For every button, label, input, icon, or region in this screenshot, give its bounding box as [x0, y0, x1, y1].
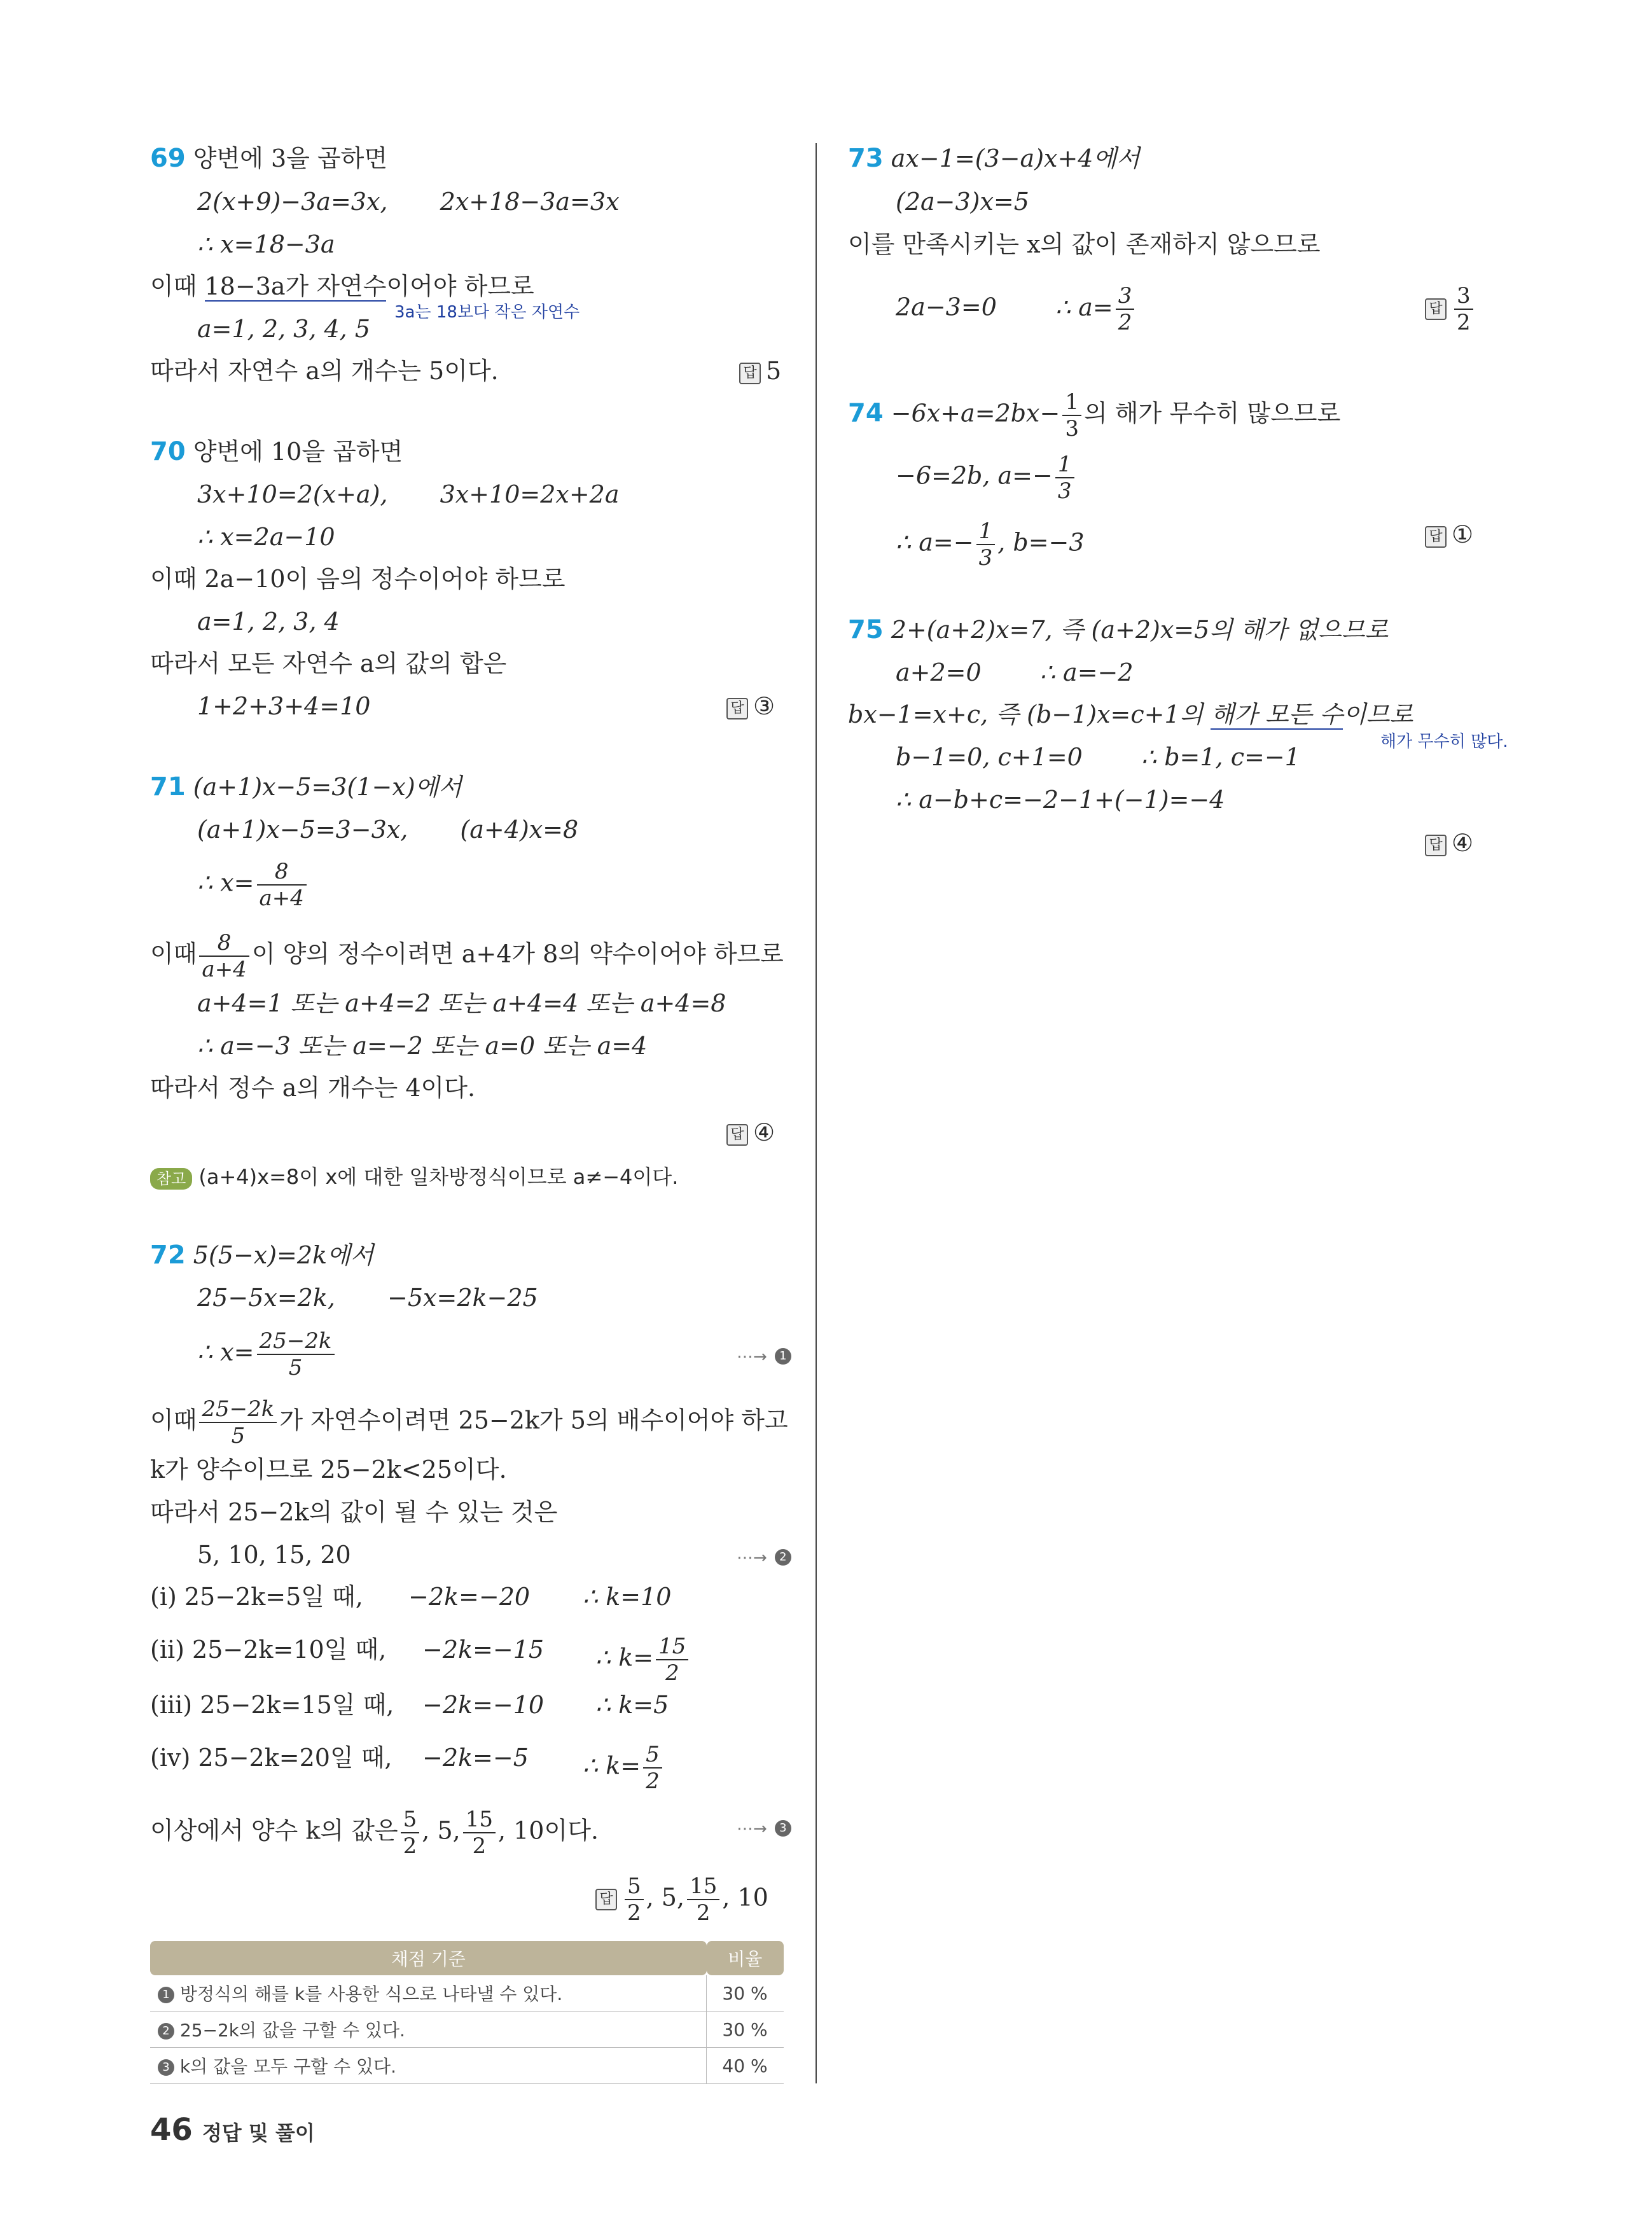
text: , 5, [422, 1816, 461, 1845]
equation [197, 859, 309, 911]
equation-part: (a+4)x=8 [460, 816, 579, 844]
equation-part: ∴ k=5 [595, 1691, 669, 1719]
equation-part: ∴ x= [197, 1338, 254, 1366]
numerator: 5 [625, 1873, 644, 1900]
equation-part: , b=−3 [997, 528, 1085, 557]
text-line: 따라서 정수 a의 개수는 4이다. [150, 1074, 476, 1102]
text: 양변에 3을 곱하면 [193, 144, 388, 172]
denominator: 3 [978, 545, 993, 571]
problem-72-header [150, 1239, 374, 1271]
equation [896, 741, 1300, 773]
problem-number: 69 [150, 144, 186, 173]
denominator: 2 [1118, 310, 1132, 335]
text-line: 따라서 25−2k의 값이 될 수 있는 것은 [150, 1498, 558, 1526]
equation [197, 1328, 337, 1380]
equation: 5, 10, 15, 20 [197, 1541, 351, 1569]
fraction [625, 1873, 644, 1926]
footer-title: 정답 및 풀이 [202, 2121, 315, 2145]
equation-part: −2k=−5 [422, 1744, 529, 1772]
equation-part: −6x+a=2bx− [891, 399, 1060, 427]
fraction [1454, 283, 1473, 335]
equation-part [595, 1634, 691, 1686]
fraction [199, 930, 249, 982]
tip-text: (a+4)x=8이 x에 대한 일차방정식이므로 a≠−4이다. [198, 1165, 679, 1189]
problem-number: 75 [848, 615, 884, 644]
equation [197, 478, 620, 510]
numerator: 3 [1116, 283, 1135, 310]
equation-part: ∴ x= [197, 868, 254, 897]
equation [197, 1282, 538, 1314]
text-line: 이를 만족시키는 x의 값이 존재하지 않으므로 [848, 230, 1321, 258]
denominator: 5 [288, 1355, 303, 1380]
equation [896, 452, 1077, 504]
case-4 [150, 1742, 660, 1794]
denominator: 3 [1057, 478, 1072, 504]
equation [197, 186, 620, 218]
answer-icon: 답 [595, 1889, 617, 1910]
problem-70-header [150, 436, 403, 468]
arrow-icon: ⋯→ [737, 1819, 767, 1838]
numerator: 25−2k [257, 1328, 335, 1355]
numerator: 8 [257, 859, 307, 886]
problem-number: 74 [848, 398, 884, 428]
equation-part: −2k=−20 [408, 1583, 531, 1611]
arrow-icon: ⋯→ [737, 1548, 767, 1567]
grading-row [150, 2048, 784, 2084]
text-line: 따라서 자연수 a의 개수는 5이다. [150, 357, 499, 385]
text: 의 해가 무수히 많으므로 [1083, 399, 1341, 427]
text: 2+(a+2)x=7, 즉 (a+2)x=5의 해가 없으므로 [891, 616, 1389, 644]
criteria-header: 채점 기준 [150, 1941, 707, 1975]
equation-part: 2x+18−3a=3x [440, 188, 620, 216]
case-label: (i) 25−2k=5일 때, [150, 1583, 363, 1611]
underlined-text: 18−3a가 자연수 [204, 272, 387, 300]
arrow-icon: ⋯→ [737, 1347, 767, 1366]
text: 5(5−x)=2k에서 [193, 1241, 374, 1269]
step-badge: 3 [775, 1820, 791, 1837]
numerator: 25−2k [199, 1396, 277, 1423]
equation [197, 814, 578, 845]
fraction [643, 1742, 662, 1794]
page-number: 46 [150, 2112, 193, 2148]
text-line [150, 1396, 788, 1449]
fraction [257, 1328, 335, 1380]
criteria-text: k의 값을 모두 구할 수 있다. [179, 2056, 397, 2077]
fraction [1116, 283, 1135, 335]
problem-74-header [848, 389, 1340, 441]
ratio-cell: 30 % [707, 2012, 784, 2048]
equation-part: 3x+10=2x+2a [440, 480, 620, 508]
denominator: a+4 [202, 957, 247, 982]
text: 이때 [150, 940, 197, 968]
equation-part: 2a−3=0 [896, 293, 997, 321]
problem-number: 70 [150, 437, 186, 466]
numerator: 15 [656, 1634, 688, 1660]
grading-row [150, 1975, 784, 2012]
fraction [401, 1807, 420, 1859]
step-badge: 2 [158, 2023, 174, 2040]
numerator: 1 [1055, 452, 1074, 478]
equation [896, 518, 1085, 571]
equation: ∴ x=2a−10 [197, 523, 335, 551]
equation: ∴ x=18−3a [197, 230, 335, 258]
annotation-note: 해가 무수히 많다. [1380, 732, 1508, 751]
criteria-text: 방정식의 해를 k를 사용한 식으로 나타낼 수 있다. [179, 1984, 563, 2005]
answer-value: , 5, [646, 1883, 685, 1912]
equation-part: b−1=0, c+1=0 [896, 743, 1083, 771]
reference-tip [150, 1161, 678, 1190]
equation-part [583, 1742, 665, 1794]
step-badge: 2 [775, 1549, 791, 1566]
case-3 [150, 1689, 669, 1721]
fraction [687, 1873, 719, 1926]
fraction [463, 1807, 496, 1859]
equation: a=1, 2, 3, 4 [197, 608, 340, 636]
answer-value: ④ [1452, 829, 1474, 857]
answer-value: , 10 [722, 1883, 768, 1912]
criteria-cell [150, 2012, 707, 2048]
text: ax−1=(3−a)x+4에서 [891, 144, 1140, 172]
criteria-cell [150, 1975, 707, 2012]
problem-number: 73 [848, 144, 884, 173]
fraction [976, 518, 996, 571]
denominator: 2 [665, 1660, 679, 1686]
answer-icon: 답 [726, 698, 748, 719]
text-line [150, 930, 784, 982]
equation: a+4=1 또는 a+4=2 또는 a+4=4 또는 a+4=8 [197, 989, 726, 1017]
step-marker-3 [737, 1810, 791, 1845]
equation-part: ∴ k=10 [583, 1583, 672, 1611]
text: 양변에 10을 곱하면 [193, 438, 403, 466]
step-badge: 3 [158, 2059, 174, 2076]
equation-text: ∴ k= [595, 1643, 654, 1672]
equation: ∴ a=−3 또는 a=−2 또는 a=0 또는 a=4 [197, 1032, 648, 1060]
numerator: 8 [199, 930, 249, 957]
text-line: 따라서 모든 자연수 a의 값의 합은 [150, 650, 507, 678]
equation-part: −5x=2k−25 [387, 1284, 538, 1312]
step-marker-1 [737, 1338, 791, 1373]
numerator: 1 [976, 518, 996, 545]
answer-icon: 답 [1425, 835, 1447, 856]
problem-75-header [848, 614, 1388, 646]
text: 이 양의 정수이려면 a+4가 8의 약수이어야 하므로 [251, 940, 784, 968]
text: 이어야 하므로 [386, 272, 534, 300]
text: (a+1)x−5=3(1−x)에서 [193, 773, 462, 801]
answer-value: ④ [753, 1118, 775, 1146]
equation-part: 3x+10=2(x+a), [197, 480, 388, 508]
step-badge: 1 [775, 1348, 791, 1365]
answer-value: ③ [753, 692, 775, 720]
fraction [1062, 389, 1081, 441]
equation: (2a−3)x=5 [896, 188, 1029, 216]
text-line [150, 270, 534, 302]
answer [1425, 827, 1473, 859]
equation-part: −2k=−10 [422, 1691, 545, 1719]
answer-icon: 답 [739, 363, 761, 384]
equation-part: ∴ b=1, c=−1 [1141, 743, 1300, 771]
case-label: (iv) 25−2k=20일 때, [150, 1744, 392, 1772]
numerator: 3 [1454, 283, 1473, 310]
answer-icon: 답 [726, 1124, 748, 1146]
answer-icon: 답 [1425, 526, 1447, 548]
text-line [150, 1807, 599, 1859]
denominator: 3 [1065, 416, 1079, 441]
equation-part: −2k=−15 [422, 1636, 545, 1664]
answer-value: ① [1452, 520, 1474, 548]
text-line [848, 698, 1413, 730]
text-line: 이때 2a−10이 음의 정수이어야 하므로 [150, 565, 566, 593]
denominator: a+4 [259, 886, 304, 911]
text: bx−1=x+c, 즉 (b−1)x=c+1의 [848, 700, 1211, 728]
text: 이때 [150, 272, 205, 300]
answer [1425, 518, 1473, 550]
text: 가 자연수이려면 25−2k가 5의 배수이어야 하고 [279, 1406, 788, 1435]
answer-value: 5 [766, 357, 782, 385]
numerator: 1 [1062, 389, 1081, 416]
denominator: 2 [1457, 310, 1471, 335]
fraction [257, 859, 307, 911]
equation-part: (a+1)x−5=3−3x, [197, 816, 408, 844]
problem-69-header [150, 142, 387, 174]
annotation-note: 3a는 18보다 작은 자연수 [394, 303, 580, 322]
tip-badge: 참고 [150, 1168, 192, 1190]
case-label: (ii) 25−2k=10일 때, [150, 1636, 387, 1664]
problem-71-header [150, 771, 462, 803]
step-badge: 1 [158, 1987, 174, 2003]
underlined-text: 해가 모든 수 [1211, 700, 1343, 728]
column-divider [816, 143, 817, 2083]
fraction [1055, 452, 1074, 504]
denominator: 2 [472, 1833, 487, 1859]
fraction [656, 1634, 688, 1686]
equation-part: a+2=0 [896, 658, 982, 686]
grading-row [150, 2012, 784, 2048]
equation-part: −6=2b, a=− [896, 461, 1053, 490]
page-footer [150, 2112, 315, 2148]
criteria-cell [150, 2048, 707, 2084]
equation-part: ∴ a=− [896, 528, 974, 557]
denominator: 2 [696, 1900, 711, 1926]
ratio-cell: 40 % [707, 2048, 784, 2084]
answer [595, 1873, 768, 1926]
criteria-text: 25−2k의 값을 구할 수 있다. [179, 2020, 405, 2041]
equation: a=1, 2, 3, 4, 5 [197, 315, 371, 343]
equation-part: ∴ a=−2 [1039, 658, 1134, 686]
answer [1425, 283, 1476, 335]
text-line: k가 양수이므로 25−2k<25이다. [150, 1456, 507, 1484]
case-2 [150, 1634, 686, 1686]
problem-number: 72 [150, 1241, 186, 1270]
equation [896, 283, 1137, 335]
case-label: (iii) 25−2k=15일 때, [150, 1691, 394, 1719]
equation: 1+2+3+4=10 [197, 692, 371, 720]
answer [726, 690, 775, 722]
equation-part: 25−5x=2k, [197, 1284, 335, 1312]
answer-icon: 답 [1425, 298, 1447, 320]
grading-table [150, 1941, 784, 2084]
problem-number: 71 [150, 772, 186, 802]
equation: ∴ a−b+c=−2−1+(−1)=−4 [896, 786, 1225, 814]
text: 이므로 [1343, 700, 1413, 728]
numerator: 15 [463, 1807, 496, 1833]
equation [896, 657, 1134, 688]
numerator: 15 [687, 1873, 719, 1900]
denominator: 2 [403, 1833, 417, 1859]
ratio-header: 비율 [707, 1941, 784, 1975]
text: 이때 [150, 1406, 197, 1435]
text: , 10이다. [497, 1816, 599, 1845]
denominator: 2 [627, 1900, 641, 1926]
numerator: 5 [401, 1807, 420, 1833]
equation-text: ∴ k= [583, 1751, 641, 1780]
problem-73-header [848, 142, 1140, 174]
denominator: 2 [646, 1769, 660, 1794]
ratio-cell: 30 % [707, 1975, 784, 2012]
equation-part: ∴ a= [1055, 293, 1113, 321]
answer [739, 355, 781, 387]
step-marker-2 [737, 1539, 791, 1574]
equation-part: 2(x+9)−3a=3x, [197, 188, 388, 216]
numerator: 5 [643, 1742, 662, 1769]
text: 이상에서 양수 k의 값은 [150, 1816, 398, 1845]
denominator: 5 [231, 1423, 246, 1449]
fraction [199, 1396, 277, 1449]
answer [726, 1116, 775, 1148]
case-1 [150, 1581, 672, 1613]
